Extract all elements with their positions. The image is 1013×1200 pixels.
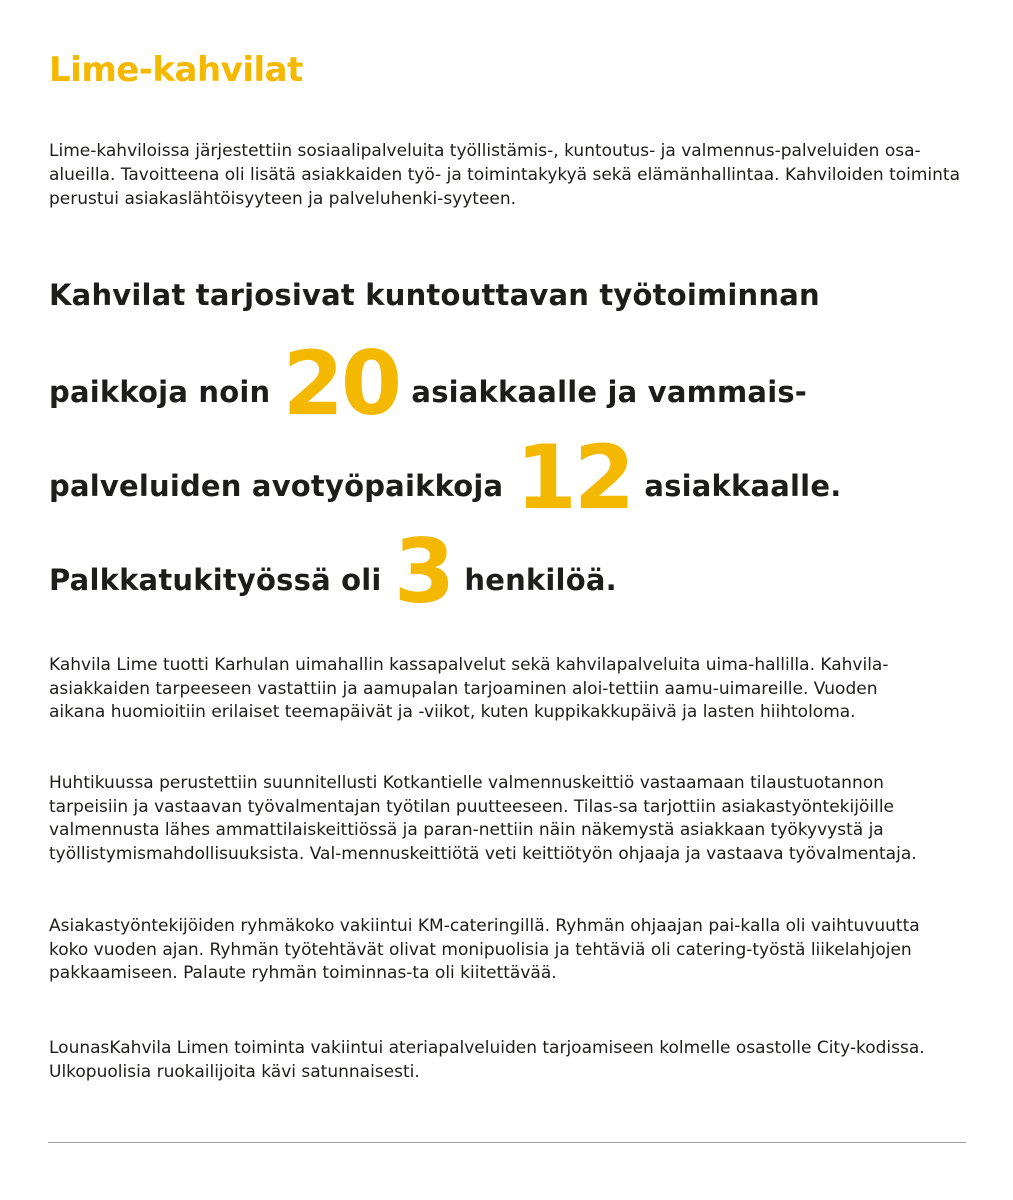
highlight-line-4 [49,520,617,623]
highlight-text: Kahvilat tarjosivat kuntouttavan työtoiminnan [49,278,820,312]
highlight-text: asiakkaalle ja vammais- [411,375,808,409]
highlight-text: asiakkaalle. [644,469,842,503]
highlight-text: Palkkatukityössä oli [49,563,382,597]
highlight-number-customers: 20 [282,332,400,435]
page-title: Lime-kahvilat [49,50,303,90]
highlight-text: palveluiden avotyöpaikkoja [49,469,504,503]
highlight-text: henkilöä. [464,563,617,597]
body-paragraph: Asiakastyöntekijöiden ryhmäkoko vakiintui KM-cateringillä. Ryhmän ohjaajan pai-kalla oli vaihtuvuutta koko vuoden ajan. Ryhmän työtehtävät olivat monipuolisia ja tehtäviä oli catering-työstä liikelahjojen pakkaamiseen. Palaute ryhmän toiminnas-ta oli kiitettävää. [49,916,920,983]
highlight-number-workplaces: 12 [515,426,633,529]
highlight-line-2 [49,332,808,435]
highlight-line-1 [49,278,820,312]
body-paragraph: Huhtikuussa perustettiin suunnitellusti Kotkantielle valmennuskeittiö vastaamaan tilaustuotannon tarpeisiin ja vastaavan työvalmentajan työtilan puutteeseen. Tilas-sa tarjottiin asiakastyöntekijöille valmennusta lähes ammattilaiskeittiössä ja paran-nettiin näin näkemystä asiakkaan työkyvystä ja työllistymismahdollisuuksista. Val-mennuskeittiötä veti keittiötyön ohjaaja ja vastaava työvalmentaja. [49,773,917,864]
highlight-line-3 [49,426,842,529]
bottom-divider [48,1142,966,1143]
intro-paragraph: Lime-kahviloissa järjestettiin sosiaalipalveluita työllistämis-, kuntoutus- ja valmennus-palveluiden osa-alueilla. Tavoitteena oli lisätä asiakkaiden työ- ja toimintakykyä sekä elämänhallintaa. Kahviloiden toiminta perustui asiakaslähtöisyyteen ja palveluhenki-syyteen. [49,141,961,209]
body-paragraph: LounasKahvila Limen toiminta vakiintui ateriapalveluiden tarjoamiseen kolmelle osastolle City-kodissa. Ulkopuolisia ruokailijoita kävi satunnaisesti. [49,1038,925,1082]
highlight-number-wage-subsidy: 3 [393,520,453,623]
body-paragraph: Kahvila Lime tuotti Karhulan uimahallin kassapalvelut sekä kahvilapalveluita uima-hallilla. Kahvila-asiakkaiden tarpeeseen vastattiin ja aamupalan tarjoaminen aloi-tettiin aamu-uimareille. Vuoden aikana huomioitiin erilaiset teemapäivät ja -viikot, kuten kuppikakkupäivä ja lasten hiihtoloma. [49,655,889,722]
highlight-text: paikkoja noin [49,375,271,409]
